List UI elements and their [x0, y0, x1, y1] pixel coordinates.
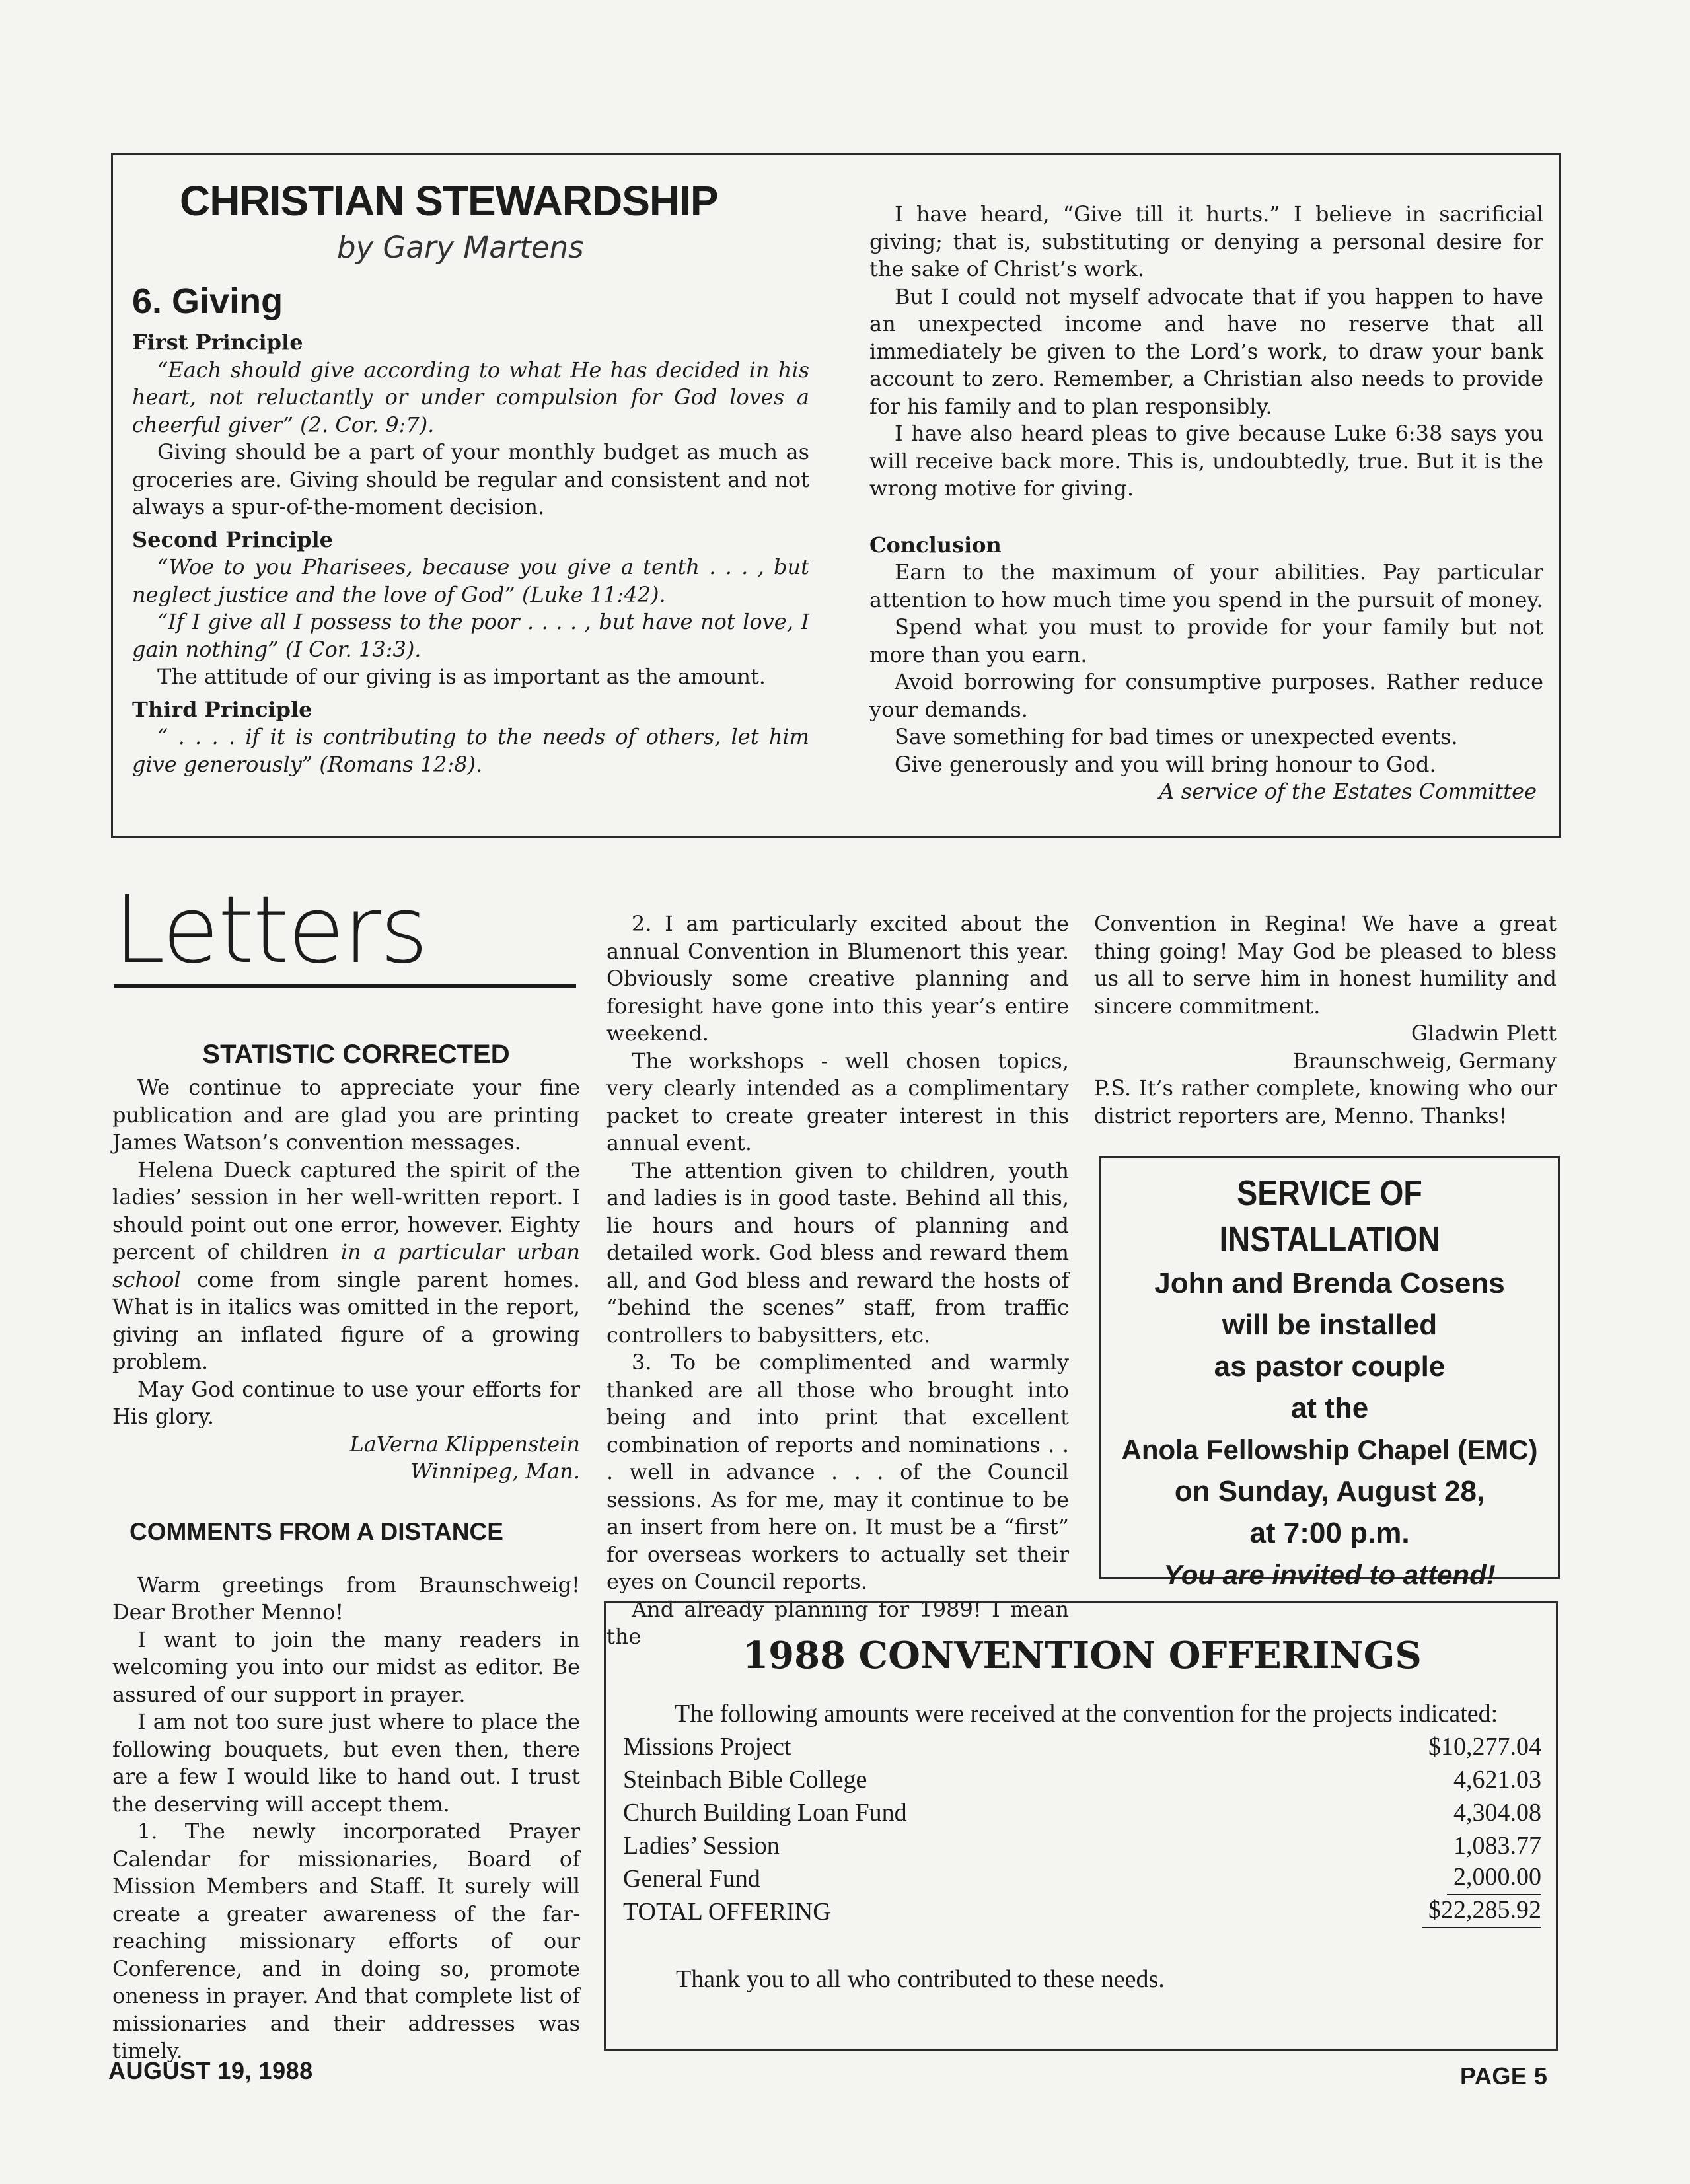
installation-line-1: John and Brenda Cosens — [1154, 1267, 1505, 1299]
letters-rule — [114, 984, 576, 988]
stewardship-credit: A service of the Estates Committee — [1159, 779, 1537, 804]
offerings-row-label: General Fund — [623, 1865, 760, 1893]
statistic-title: STATISTIC CORRECTED — [202, 1040, 510, 1069]
comments-col2-paragraph-4: 3. To be complimented and warmly thanked are all those who brought into being and into print that excellent combination of reports and nominations . . . well in advance . . . of the Council sessions. As for me, may it continue to be an insert from here on. It must be a “first” for overseas workers to actually set their eyes on Council reports. — [606, 1350, 1069, 1594]
second-principle-body: The attitude of our giving is as important as the amount. — [157, 664, 766, 689]
first-principle-body: Giving should be a part of your monthly budget as much as groceries are. Giving should be regular and consistent and not always a spur-of-the-moment decision. — [132, 439, 809, 519]
first-principle-quote: “Each should give according to what He has decided in his heart, not reluctantly or under compulsion for God loves a cheerful giver” (2. Cor. 9:7). — [132, 357, 809, 437]
letters-heading-text: Letters — [114, 877, 427, 984]
right-paragraph-2: But I could not myself advocate that if you happen to have an unexpected income and have no reserve that all immediately be given to the Lord’s work, to draw your bank account to zero. Remember, a Christian also needs to provide for his family and to plan responsibly. — [869, 283, 1543, 419]
comments-col1-paragraph-1: Warm greetings from Braunschweig! Dear Brother Menno! — [112, 1572, 580, 1624]
letters-column-3 — [1094, 910, 1557, 1130]
installation-box — [1099, 1156, 1560, 1590]
offerings-row — [623, 1829, 1541, 1862]
offerings-row-label: Missions Project — [623, 1733, 791, 1761]
comments-col3-paragraph: Convention in Regina! We have a great thing going! May God be pleased to bless us all to serve him in honest humility and sincere commitment. — [1094, 911, 1557, 1019]
conclusion-paragraph-4: Save something for bad times or unexpected events. — [895, 724, 1458, 749]
conclusion-paragraph-1: Earn to the maximum of your abilities. Pay particular attention to how much time you spend in the pursuit of money. — [869, 560, 1543, 612]
statistic-signature-name: LaVerna Klippenstein — [349, 1431, 580, 1457]
offerings-row-amount: 4,621.03 — [1453, 1766, 1541, 1794]
statistic-signature-place: Winnipeg, Man. — [410, 1459, 580, 1484]
offerings-row — [623, 1862, 1541, 1895]
letters-heading — [114, 877, 576, 988]
comments-signature-place: Braunschweig, Germany — [1292, 1048, 1557, 1074]
offerings-row-amount: 1,083.77 — [1453, 1832, 1541, 1860]
stewardship-title: CHRISTIAN STEWARDSHIP — [180, 177, 718, 225]
footer-page-number: PAGE 5 — [1460, 2062, 1548, 2090]
comments-col2-paragraph-5: And already planning for 1989! I mean the — [606, 1596, 1069, 1649]
offerings-row — [623, 1796, 1541, 1829]
offerings-row — [623, 1730, 1541, 1763]
installation-line-3: as pastor couple — [1214, 1350, 1446, 1383]
letters-column-2 — [606, 910, 1069, 1651]
stewardship-right-column — [869, 201, 1543, 806]
section-heading: 6. Giving — [132, 281, 283, 321]
right-paragraph-1: I have heard, “Give till it hurts.” I believe in sacrificial giving; that is, substituting or denying a personal desire for the sake of Christ’s work. — [869, 201, 1543, 281]
statistic-paragraph-2: Helena Dueck captured the spirit of the ladies’ session in her well-written report. I should point out one error, however. Eighty percent of children in a particular urban school come from single parent homes. What is in italics was omitted in the report, giving an inflated figure of a growing problem. — [112, 1157, 581, 1374]
offerings-row-amount: 2,000.00 — [1447, 1862, 1541, 1895]
offerings-row-amount: $10,277.04 — [1428, 1733, 1541, 1761]
offerings-title: 1988 CONVENTION OFFERINGS — [743, 1634, 1422, 1677]
comments-signature-name: Gladwin Plett — [1411, 1021, 1557, 1046]
comments-col1-paragraph-3: I am not too sure just where to place the following bouquets, but even then, there are a few I would like to hand out. I trust the deserving will accept them. — [112, 1709, 580, 1817]
offerings-row-label: Church Building Loan Fund — [623, 1799, 907, 1827]
right-paragraph-3: I have also heard pleas to give because Luke 6:38 says you will receive back more. This is, undoubtedly, true. But it is the wrong motive for giving. — [869, 421, 1543, 501]
offerings-box — [604, 1601, 1558, 2051]
offerings-total-row — [623, 1895, 1541, 1928]
third-principle-heading: Third Principle — [132, 696, 312, 722]
offerings-row-label: Ladies’ Session — [623, 1832, 780, 1860]
installation-line-2: will be installed — [1222, 1309, 1438, 1341]
comments-col1-paragraph-4: 1. The newly incorporated Prayer Calendar for missionaries, Board of Mission Members and Staff. It surely will create a greater awareness of the far-reaching missionary efforts of our Conference, and in doing so, promote oneness in prayer. And that complete list of missionaries and their addresses was timely. — [112, 1819, 580, 2063]
offerings-total-label: TOTAL OFFERING — [623, 1898, 831, 1926]
conclusion-paragraph-3: Avoid borrowing for consumptive purposes. Rather reduce your demands. — [869, 669, 1543, 722]
statistic-paragraph-3: May God continue to use your efforts for His glory. — [112, 1376, 580, 1429]
comments-col1-paragraph-2: I want to join the many readers in welcoming you into our midst as editor. Be assured of our support in prayer. — [112, 1626, 580, 1707]
comments-ps: P.S. It’s rather complete, knowing who our district reporters are, Menno. Thanks! — [1094, 1075, 1557, 1128]
letters-column-1 — [112, 1037, 580, 2065]
installation-title: SERVICE OF INSTALLATION — [1219, 1173, 1440, 1259]
first-principle-heading: First Principle — [132, 330, 303, 355]
installation-line-5: Anola Fellowship Chapel (EMC) — [1121, 1434, 1538, 1465]
statistic-paragraph-1: We continue to appreciate your fine publication and are glad you are printing James Watson’s convention messages. — [112, 1075, 580, 1155]
second-principle-quote-1: “Woe to you Pharisees, because you give a tenth . . . , but neglect justice and the love of God” (Luke 11:42). — [132, 554, 809, 607]
offerings-table — [623, 1730, 1541, 1928]
conclusion-paragraph-5: Give generously and you will bring honour to God. — [895, 751, 1436, 777]
stewardship-byline: by Gary Martens — [337, 230, 584, 265]
installation-line-4: at the — [1290, 1392, 1369, 1424]
offerings-row-label: Steinbach Bible College — [623, 1766, 867, 1794]
installation-line-7: at 7:00 p.m. — [1249, 1517, 1410, 1549]
comments-col2-paragraph-2: The workshops - well chosen topics, very clearly intended as a complimentary packet to create greater interest in this annual event. — [606, 1048, 1069, 1155]
stewardship-left-text — [132, 329, 809, 778]
offerings-total-amount: $22,285.92 — [1422, 1895, 1541, 1928]
third-principle-quote: “ . . . . if it is contributing to the needs of others, let him give generously” (Romans 12:8). — [132, 724, 809, 777]
stewardship-left-column — [132, 173, 809, 778]
offerings-thanks: Thank you to all who contributed to these needs. — [676, 1965, 1165, 1993]
installation-invite: You are invited to attend! — [1163, 1559, 1496, 1590]
second-principle-quote-2: “If I give all I possess to the poor . . . . , but have not love, I gain nothing” (I Cor. 13:3). — [132, 609, 809, 662]
second-principle-heading: Second Principle — [132, 527, 333, 552]
offerings-intro: The following amounts were received at the convention for the projects indicated: — [675, 1700, 1498, 1728]
offerings-row — [623, 1763, 1541, 1796]
conclusion-paragraph-2: Spend what you must to provide for your family but not more than you earn. — [869, 614, 1543, 667]
comments-title: COMMENTS FROM A DISTANCE — [129, 1517, 503, 1545]
installation-line-6: on Sunday, August 28, — [1174, 1475, 1485, 1508]
comments-col2-paragraph-3: The attention given to children, youth and ladies is in good taste. Behind all this, lie hours and hours of planning and detailed work. God bless and reward them all, and God bless and reward the hosts of “behind the scenes” staff, from traffic controllers to babysitters, etc. — [606, 1157, 1069, 1348]
footer-date: AUGUST 19, 1988 — [108, 2057, 313, 2084]
offerings-row-amount: 4,304.08 — [1453, 1799, 1541, 1827]
conclusion-heading: Conclusion — [869, 532, 1002, 558]
comments-col2-paragraph-1: 2. I am particularly excited about the annual Convention in Blumenort this year. Obviously some creative planning and foresight have gone into this year’s entire weekend. — [606, 911, 1069, 1046]
